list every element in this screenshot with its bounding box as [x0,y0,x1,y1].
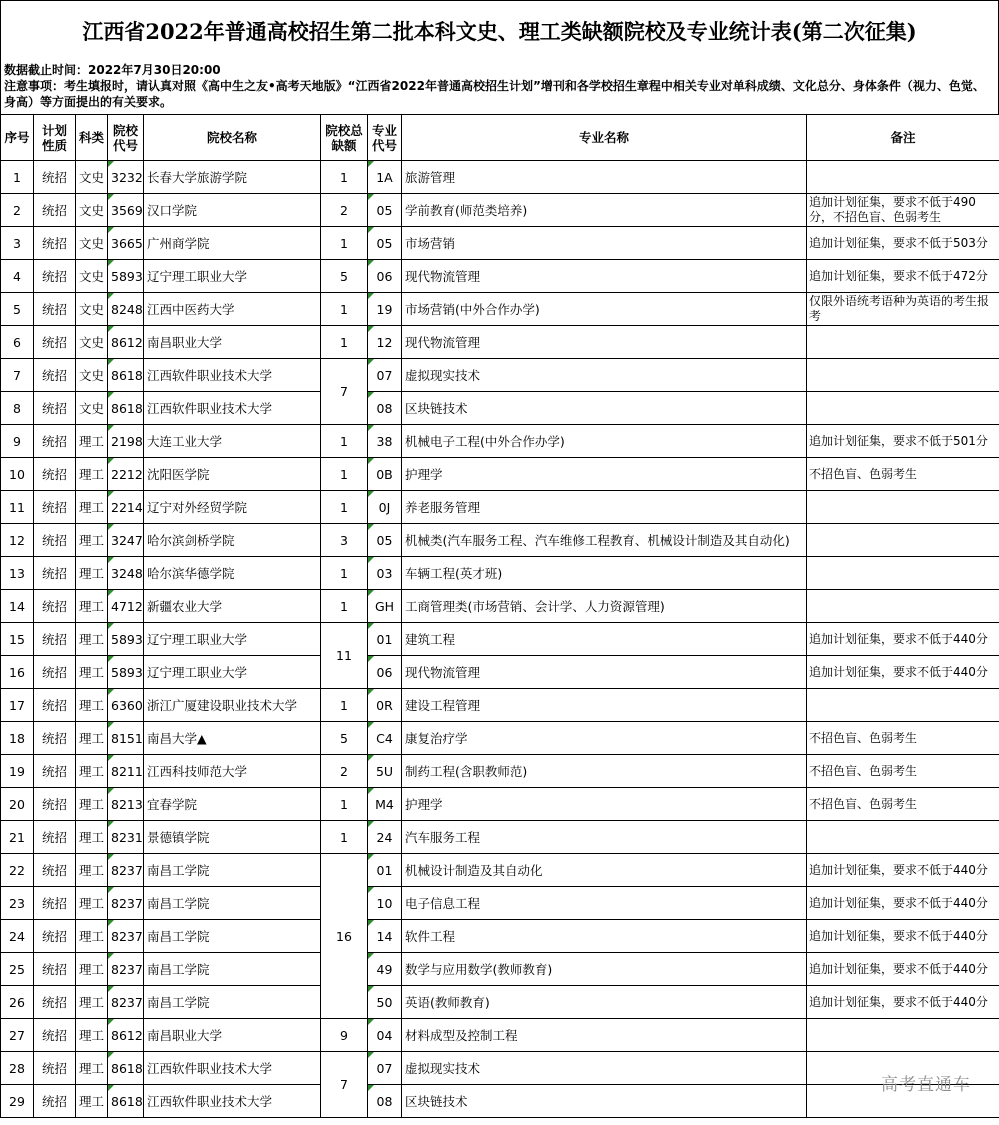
cell-category: 理工 [76,689,108,722]
cell-school-code: 8618 [108,359,144,392]
cell-seq: 26 [1,986,34,1019]
header-row [1,115,999,161]
cell-school-name: 沈阳医学院 [144,458,321,491]
table-row [1,953,999,986]
cell-remark [807,161,999,194]
cell-seq: 1 [1,161,34,194]
cell-major-name: 学前教育(师范类培养) [402,194,807,227]
cell-category: 理工 [76,524,108,557]
cell-major-code: 0B [368,458,402,491]
cell-major-name: 区块链技术 [402,392,807,425]
cell-school-name: 辽宁对外经贸学院 [144,491,321,524]
cell-seq: 13 [1,557,34,590]
cell-category: 文史 [76,194,108,227]
cell-vacancy: 1 [321,689,368,722]
cell-seq: 2 [1,194,34,227]
cell-remark [807,359,999,392]
cell-remark [807,821,999,854]
cell-major-name: 建设工程管理 [402,689,807,722]
cell-plan-type: 统招 [34,161,76,194]
cell-major-name: 市场营销(中外合作办学) [402,293,807,326]
table-title: 江西省2022年普通高校招生第二批本科文史、理工类缺额院校及专业统计表(第二次征集) [0,0,999,60]
cell-plan-type: 统招 [34,821,76,854]
cell-school-code: 2198 [108,425,144,458]
cell-school-name: 辽宁理工职业大学 [144,623,321,656]
header-vacancy: 院校总缺额 [321,115,368,161]
cell-seq: 15 [1,623,34,656]
cell-remark: 追加计划征集，要求不低于501分 [807,425,999,458]
cell-vacancy: 2 [321,755,368,788]
table-row [1,1052,999,1085]
cell-remark: 追加计划征集，要求不低于440分 [807,920,999,953]
cell-category: 文史 [76,359,108,392]
cell-school-name: 哈尔滨华德学院 [144,557,321,590]
cell-plan-type: 统招 [34,788,76,821]
cell-school-name: 江西软件职业技术大学 [144,1085,321,1118]
cell-major-code: 05 [368,227,402,260]
cell-vacancy: 1 [321,458,368,491]
cell-vacancy: 1 [321,293,368,326]
cell-category: 理工 [76,458,108,491]
cell-major-name: 区块链技术 [402,1085,807,1118]
cell-remark: 追加计划征集，要求不低于440分 [807,986,999,1019]
cell-school-code: 8612 [108,326,144,359]
cell-school-name: 江西中医药大学 [144,293,321,326]
cell-seq: 7 [1,359,34,392]
cell-school-name: 南昌职业大学 [144,326,321,359]
cell-plan-type: 统招 [34,590,76,623]
cell-plan-type: 统招 [34,623,76,656]
cell-major-name: 护理学 [402,788,807,821]
table-row [1,458,999,491]
cell-major-code: 03 [368,557,402,590]
cell-major-code: 04 [368,1019,402,1052]
cell-remark: 追加计划征集，要求不低于440分 [807,623,999,656]
cell-vacancy: 9 [321,1019,368,1052]
header-major-name: 专业名称 [402,115,807,161]
cell-school-name: 新疆农业大学 [144,590,321,623]
cell-school-name: 江西软件职业技术大学 [144,359,321,392]
cell-school-code: 8231 [108,821,144,854]
cell-plan-type: 统招 [34,887,76,920]
cell-school-code: 8213 [108,788,144,821]
cell-school-code: 8612 [108,1019,144,1052]
cell-school-name: 长春大学旅游学院 [144,161,321,194]
cell-major-name: 软件工程 [402,920,807,953]
cell-major-name: 制药工程(含职教师范) [402,755,807,788]
cell-major-code: 5U [368,755,402,788]
cell-vacancy: 3 [321,524,368,557]
cell-plan-type: 统招 [34,524,76,557]
cell-category: 文史 [76,260,108,293]
cell-plan-type: 统招 [34,227,76,260]
cell-vacancy: 1 [321,161,368,194]
table-row [1,1019,999,1052]
cell-major-code: 50 [368,986,402,1019]
notice-text: 注意事项：考生填报时，请认真对照《高中生之友•高考天地版》“江西省2022年普通高校招生计划”增刊和各学校招生章程中相关专业对单科成绩、文化总分、身体条件（视力、色觉、身高）等方面提出的有关要求。 [4,79,985,109]
cell-remark [807,1019,999,1052]
cell-remark [807,557,999,590]
cell-category: 理工 [76,986,108,1019]
data-deadline: 数据截止时间：2022年7月30日20:00 [4,63,221,77]
cell-plan-type: 统招 [34,491,76,524]
cell-remark [807,392,999,425]
cell-school-name: 南昌工学院 [144,854,321,887]
cell-vacancy: 1 [321,491,368,524]
cell-seq: 3 [1,227,34,260]
cell-school-name: 汉口学院 [144,194,321,227]
cell-major-code: 07 [368,359,402,392]
cell-seq: 24 [1,920,34,953]
cell-vacancy: 5 [321,260,368,293]
cell-category: 理工 [76,953,108,986]
cell-remark [807,524,999,557]
cell-category: 理工 [76,920,108,953]
cell-major-code: 0R [368,689,402,722]
cell-major-code: 06 [368,260,402,293]
cell-seq: 28 [1,1052,34,1085]
cell-school-code: 6360 [108,689,144,722]
header-seq: 序号 [1,115,34,161]
cell-seq: 9 [1,425,34,458]
header-category: 科类 [76,115,108,161]
cell-school-name: 浙江广厦建设职业技术大学 [144,689,321,722]
cell-seq: 20 [1,788,34,821]
cell-category: 理工 [76,623,108,656]
cell-plan-type: 统招 [34,194,76,227]
cell-school-code: 8211 [108,755,144,788]
cell-vacancy: 16 [321,854,368,1019]
table-row [1,1085,999,1118]
cell-plan-type: 统招 [34,425,76,458]
cell-plan-type: 统招 [34,1052,76,1085]
cell-major-code: 14 [368,920,402,953]
cell-seq: 5 [1,293,34,326]
cell-plan-type: 统招 [34,689,76,722]
cell-school-name: 南昌工学院 [144,953,321,986]
cell-major-code: 49 [368,953,402,986]
cell-seq: 23 [1,887,34,920]
table-row [1,590,999,623]
cell-school-code: 8237 [108,854,144,887]
cell-plan-type: 统招 [34,722,76,755]
cell-category: 理工 [76,722,108,755]
cell-school-name: 大连工业大学 [144,425,321,458]
cell-major-code: 06 [368,656,402,689]
cell-major-name: 工商管理类(市场营销、会计学、人力资源管理) [402,590,807,623]
cell-school-code: 5893 [108,656,144,689]
cell-remark: 仅限外语统考语种为英语的考生报考 [807,293,999,326]
cell-vacancy: 1 [321,227,368,260]
cell-category: 理工 [76,425,108,458]
cell-seq: 17 [1,689,34,722]
cell-school-code: 8618 [108,1052,144,1085]
cell-category: 理工 [76,1085,108,1118]
cell-school-name: 江西软件职业技术大学 [144,1052,321,1085]
cell-school-name: 南昌工学院 [144,986,321,1019]
cell-major-name: 数学与应用数学(教师教育) [402,953,807,986]
header-major-code: 专业代号 [368,115,402,161]
cell-remark: 追加计划征集，要求不低于490分，不招色盲、色弱考生 [807,194,999,227]
cell-school-name: 南昌工学院 [144,920,321,953]
cell-major-code: 12 [368,326,402,359]
cell-seq: 14 [1,590,34,623]
cell-category: 理工 [76,821,108,854]
cell-seq: 10 [1,458,34,491]
cell-plan-type: 统招 [34,326,76,359]
cell-school-name: 江西科技师范大学 [144,755,321,788]
notes-block [0,60,999,114]
cell-school-name: 江西软件职业技术大学 [144,392,321,425]
cell-seq: 21 [1,821,34,854]
cell-seq: 4 [1,260,34,293]
cell-school-name: 辽宁理工职业大学 [144,656,321,689]
vacancy-table [0,114,999,1118]
cell-major-code: 01 [368,623,402,656]
cell-major-code: 07 [368,1052,402,1085]
cell-school-code: 8151 [108,722,144,755]
cell-plan-type: 统招 [34,392,76,425]
cell-seq: 18 [1,722,34,755]
cell-school-code: 5893 [108,260,144,293]
cell-school-code: 8237 [108,986,144,1019]
cell-vacancy: 1 [321,821,368,854]
cell-major-name: 汽车服务工程 [402,821,807,854]
table-row [1,623,999,656]
header-plan-type: 计划性质 [34,115,76,161]
cell-seq: 6 [1,326,34,359]
cell-school-code: 2212 [108,458,144,491]
cell-major-code: 05 [368,524,402,557]
table-row [1,788,999,821]
cell-major-name: 现代物流管理 [402,260,807,293]
cell-school-code: 5893 [108,623,144,656]
table-row [1,392,999,425]
cell-school-name: 南昌工学院 [144,887,321,920]
cell-school-code: 8237 [108,920,144,953]
cell-category: 文史 [76,161,108,194]
cell-plan-type: 统招 [34,1085,76,1118]
cell-remark: 追加计划征集，要求不低于472分 [807,260,999,293]
cell-vacancy: 1 [321,557,368,590]
cell-school-code: 8237 [108,887,144,920]
header-school-code: 院校代号 [108,115,144,161]
cell-major-name: 车辆工程(英才班) [402,557,807,590]
cell-remark [807,590,999,623]
cell-seq: 11 [1,491,34,524]
cell-major-code: 08 [368,392,402,425]
cell-school-code: 8237 [108,953,144,986]
cell-vacancy: 7 [321,1052,368,1118]
cell-remark [807,326,999,359]
cell-category: 理工 [76,1052,108,1085]
cell-major-name: 旅游管理 [402,161,807,194]
cell-category: 文史 [76,326,108,359]
cell-plan-type: 统招 [34,458,76,491]
cell-remark: 追加计划征集，要求不低于440分 [807,887,999,920]
cell-category: 理工 [76,854,108,887]
cell-category: 理工 [76,557,108,590]
cell-major-name: 现代物流管理 [402,656,807,689]
cell-plan-type: 统招 [34,1019,76,1052]
cell-seq: 12 [1,524,34,557]
cell-school-code: 3665 [108,227,144,260]
cell-major-name: 材料成型及控制工程 [402,1019,807,1052]
cell-plan-type: 统招 [34,854,76,887]
cell-major-name: 现代物流管理 [402,326,807,359]
table-row [1,227,999,260]
cell-school-name: 景德镇学院 [144,821,321,854]
table-row [1,425,999,458]
cell-major-code: 10 [368,887,402,920]
cell-category: 理工 [76,788,108,821]
table-row [1,986,999,1019]
cell-major-name: 机械电子工程(中外合作办学) [402,425,807,458]
cell-major-name: 机械设计制造及其自动化 [402,854,807,887]
watermark: 高考直通车 [881,1075,971,1095]
cell-school-code: 3232 [108,161,144,194]
cell-school-code: 2214 [108,491,144,524]
cell-plan-type: 统招 [34,557,76,590]
cell-vacancy: 7 [321,359,368,425]
table-row [1,557,999,590]
cell-remark: 追加计划征集，要求不低于503分 [807,227,999,260]
cell-category: 文史 [76,293,108,326]
cell-seq: 16 [1,656,34,689]
cell-school-name: 南昌职业大学 [144,1019,321,1052]
cell-vacancy: 11 [321,623,368,689]
cell-major-name: 市场营销 [402,227,807,260]
table-row [1,656,999,689]
cell-major-name: 电子信息工程 [402,887,807,920]
cell-category: 理工 [76,656,108,689]
table-row [1,491,999,524]
table-row [1,524,999,557]
cell-major-code: M4 [368,788,402,821]
cell-plan-type: 统招 [34,986,76,1019]
cell-major-code: 38 [368,425,402,458]
cell-major-name: 英语(教师教育) [402,986,807,1019]
cell-category: 文史 [76,227,108,260]
cell-plan-type: 统招 [34,260,76,293]
cell-remark: 不招色盲、色弱考生 [807,755,999,788]
cell-plan-type: 统招 [34,755,76,788]
cell-remark: 追加计划征集，要求不低于440分 [807,953,999,986]
table-row [1,821,999,854]
cell-category: 文史 [76,392,108,425]
cell-vacancy: 2 [321,194,368,227]
table-row [1,854,999,887]
cell-school-code: 3569 [108,194,144,227]
table-row [1,194,999,227]
cell-remark: 不招色盲、色弱考生 [807,722,999,755]
header-school-name: 院校名称 [144,115,321,161]
table-row [1,260,999,293]
cell-remark: 不招色盲、色弱考生 [807,788,999,821]
cell-plan-type: 统招 [34,953,76,986]
cell-major-name: 机械类(汽车服务工程、汽车维修工程教育、机械设计制造及其自动化) [402,524,807,557]
table-row [1,755,999,788]
cell-major-code: 24 [368,821,402,854]
cell-major-code: 1A [368,161,402,194]
cell-school-name: 辽宁理工职业大学 [144,260,321,293]
cell-seq: 25 [1,953,34,986]
table-body [1,161,999,1118]
cell-category: 理工 [76,491,108,524]
cell-seq: 22 [1,854,34,887]
cell-remark: 追加计划征集，要求不低于440分 [807,854,999,887]
cell-vacancy: 1 [321,326,368,359]
cell-remark [807,491,999,524]
cell-school-code: 4712 [108,590,144,623]
cell-school-code: 3247 [108,524,144,557]
cell-category: 理工 [76,755,108,788]
cell-major-name: 康复治疗学 [402,722,807,755]
cell-remark: 追加计划征集，要求不低于440分 [807,656,999,689]
cell-school-name: 哈尔滨剑桥学院 [144,524,321,557]
cell-school-code: 8618 [108,1085,144,1118]
cell-major-name: 养老服务管理 [402,491,807,524]
cell-school-name: 宜春学院 [144,788,321,821]
cell-seq: 29 [1,1085,34,1118]
cell-category: 理工 [76,1019,108,1052]
table-row [1,722,999,755]
table-row [1,689,999,722]
cell-vacancy: 1 [321,788,368,821]
cell-category: 理工 [76,590,108,623]
cell-major-code: 05 [368,194,402,227]
cell-category: 理工 [76,887,108,920]
cell-school-code: 8248 [108,293,144,326]
table-row [1,161,999,194]
cell-major-code: 01 [368,854,402,887]
cell-major-name: 虚拟现实技术 [402,359,807,392]
cell-plan-type: 统招 [34,656,76,689]
cell-seq: 19 [1,755,34,788]
cell-school-code: 8618 [108,392,144,425]
table-row [1,293,999,326]
cell-remark [807,689,999,722]
cell-major-code: GH [368,590,402,623]
cell-major-name: 建筑工程 [402,623,807,656]
cell-plan-type: 统招 [34,359,76,392]
cell-vacancy: 1 [321,425,368,458]
cell-vacancy: 1 [321,590,368,623]
cell-major-name: 护理学 [402,458,807,491]
cell-major-code: C4 [368,722,402,755]
cell-plan-type: 统招 [34,293,76,326]
table-row [1,920,999,953]
cell-plan-type: 统招 [34,920,76,953]
cell-vacancy: 5 [321,722,368,755]
cell-school-name: 南昌大学▲ [144,722,321,755]
table-row [1,326,999,359]
cell-remark: 不招色盲、色弱考生 [807,458,999,491]
cell-major-code: 08 [368,1085,402,1118]
cell-major-code: 0J [368,491,402,524]
cell-school-code: 3248 [108,557,144,590]
cell-major-name: 虚拟现实技术 [402,1052,807,1085]
table-row [1,359,999,392]
cell-major-code: 19 [368,293,402,326]
cell-seq: 8 [1,392,34,425]
header-remark: 备注 [807,115,999,161]
cell-seq: 27 [1,1019,34,1052]
cell-school-name: 广州商学院 [144,227,321,260]
table-row [1,887,999,920]
